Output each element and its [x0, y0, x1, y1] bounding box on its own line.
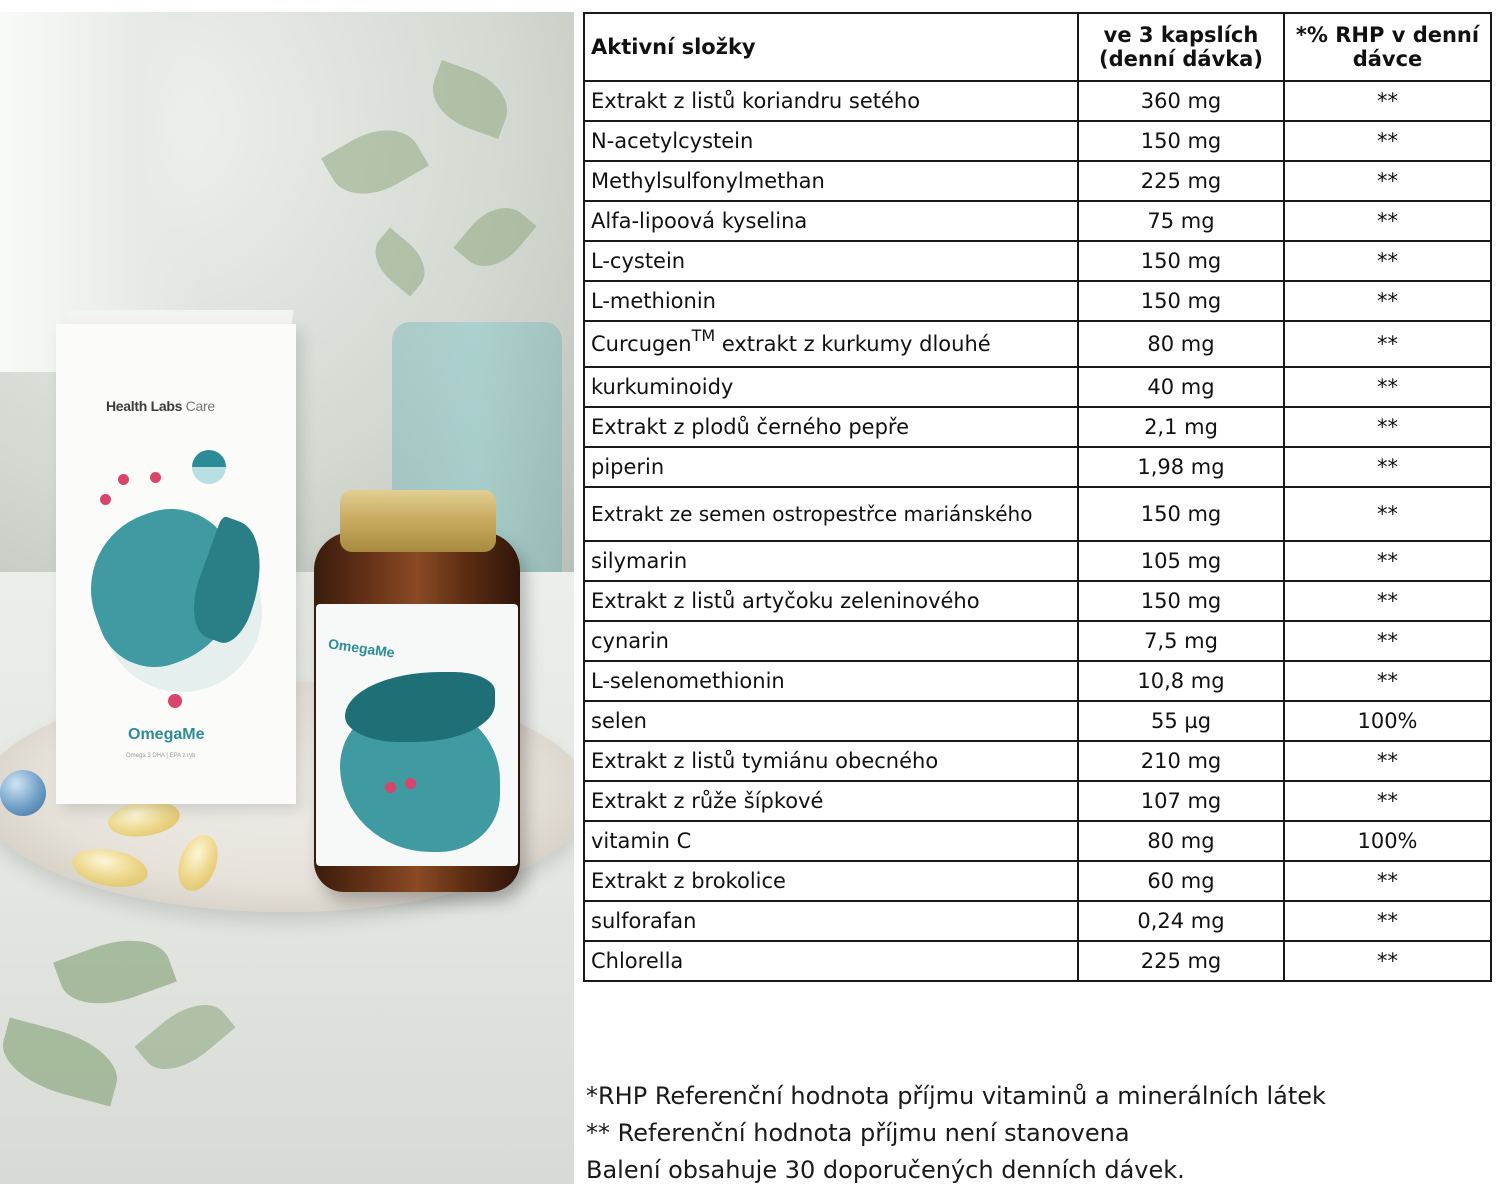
ingredient-dose: 150 mg [1078, 241, 1284, 281]
ingredient-dose: 2,1 mg [1078, 407, 1284, 447]
ingredient-name: Extrakt ze semen ostropestřce mariánského [584, 487, 1078, 541]
ingredient-dose: 1,98 mg [1078, 447, 1284, 487]
ingredient-rhp: ** [1284, 81, 1491, 121]
table-row [584, 407, 1491, 447]
ingredient-rhp: 100% [1284, 821, 1491, 861]
ingredient-name: sulforafan [584, 901, 1078, 941]
ingredient-rhp: ** [1284, 941, 1491, 981]
box-product-subtitle: Omega 3 DHA | EPA z ryb [126, 753, 196, 759]
table-row [584, 201, 1491, 241]
product-photo [0, 12, 574, 1184]
ingredient-name: N-acetylcystein [584, 121, 1078, 161]
ingredient-dose: 225 mg [1078, 161, 1284, 201]
table-row [584, 941, 1491, 981]
ingredient-rhp: ** [1284, 861, 1491, 901]
ingredient-rhp: ** [1284, 487, 1491, 541]
table-row [584, 541, 1491, 581]
table-header-row [584, 13, 1491, 81]
ingredient-rhp: ** [1284, 541, 1491, 581]
table-row [584, 447, 1491, 487]
footnote-package-contents: Balení obsahuje 30 doporučených denních dávek. [586, 1156, 1185, 1184]
ingredient-name: Extrakt z plodů černého pepře [584, 407, 1078, 447]
ingredient-dose: 105 mg [1078, 541, 1284, 581]
nutrition-facts-table [583, 12, 1492, 982]
ingredient-rhp: ** [1284, 901, 1491, 941]
box-product-name: OmegaMe [128, 726, 205, 743]
ingredient-rhp: ** [1284, 661, 1491, 701]
table-row [584, 487, 1491, 541]
ingredient-dose: 150 mg [1078, 581, 1284, 621]
ingredient-dose: 55 µg [1078, 701, 1284, 741]
jar-art-berry [405, 778, 416, 789]
box-art-dot [192, 450, 226, 484]
ingredient-name-brand: Curcugen [591, 332, 692, 356]
ingredient-name: Alfa-lipoová kyselina [584, 201, 1078, 241]
ingredient-rhp: 100% [1284, 701, 1491, 741]
header-rhp-percent: *% RHP v denní dávce [1284, 13, 1491, 81]
ingredient-rhp: ** [1284, 367, 1491, 407]
table-row [584, 161, 1491, 201]
jar-art-berry [385, 782, 396, 793]
ingredient-name: selen [584, 701, 1078, 741]
footnote-rhp-not-established: ** Referenční hodnota příjmu není stanovena [586, 1119, 1130, 1147]
header-active-ingredients: Aktivní složky [584, 13, 1078, 81]
table-row [584, 81, 1491, 121]
ingredient-name: vitamin C [584, 821, 1078, 861]
footnotes [586, 1078, 1486, 1189]
ingredient-rhp: ** [1284, 581, 1491, 621]
jar-lid [340, 490, 496, 552]
ingredient-name: L-methionin [584, 281, 1078, 321]
box-art-berry [118, 474, 129, 485]
box-art-berry [150, 472, 161, 483]
box-art-berry [100, 494, 111, 505]
header-daily-dose: ve 3 kapslích (denní dávka) [1078, 13, 1284, 81]
ingredient-rhp: ** [1284, 241, 1491, 281]
ingredient-rhp: ** [1284, 407, 1491, 447]
ingredient-dose: 80 mg [1078, 321, 1284, 367]
ingredient-rhp: ** [1284, 121, 1491, 161]
box-art-berry [168, 694, 182, 708]
table-row [584, 701, 1491, 741]
table-row [584, 367, 1491, 407]
ingredient-dose: 225 mg [1078, 941, 1284, 981]
ingredient-name: kurkuminoidy [584, 367, 1078, 407]
ingredient-rhp: ** [1284, 741, 1491, 781]
ingredient-dose: 150 mg [1078, 121, 1284, 161]
ingredient-rhp: ** [1284, 781, 1491, 821]
ingredient-name [584, 321, 1078, 367]
ingredient-name: Extrakt z listů artyčoku zeleninového [584, 581, 1078, 621]
table-row [584, 621, 1491, 661]
table-row [584, 781, 1491, 821]
ingredient-dose: 0,24 mg [1078, 901, 1284, 941]
table-row [584, 661, 1491, 701]
ingredient-dose: 150 mg [1078, 281, 1284, 321]
table-row [584, 901, 1491, 941]
ingredient-name: Extrakt z listů tymiánu obecného [584, 741, 1078, 781]
table-row [584, 821, 1491, 861]
ingredient-dose: 80 mg [1078, 821, 1284, 861]
ingredient-rhp: ** [1284, 201, 1491, 241]
ingredient-name: cynarin [584, 621, 1078, 661]
ingredient-dose: 107 mg [1078, 781, 1284, 821]
ingredient-dose: 40 mg [1078, 367, 1284, 407]
ingredient-name: Extrakt z růže šípkové [584, 781, 1078, 821]
ingredient-rhp: ** [1284, 447, 1491, 487]
box-brand-logo: Health Labs Care [106, 398, 215, 414]
ingredient-rhp: ** [1284, 621, 1491, 661]
table-row [584, 121, 1491, 161]
ingredient-name: Chlorella [584, 941, 1078, 981]
trademark-mark: TM [691, 326, 716, 345]
ingredient-rhp: ** [1284, 281, 1491, 321]
ingredient-name: Extrakt z brokolice [584, 861, 1078, 901]
ingredient-dose: 75 mg [1078, 201, 1284, 241]
footnote-rhp-definition: *RHP Referenční hodnota příjmu vitaminů a minerálních látek [586, 1082, 1326, 1110]
table-row [584, 281, 1491, 321]
ingredient-dose: 150 mg [1078, 487, 1284, 541]
table-row [584, 861, 1491, 901]
ingredient-dose: 210 mg [1078, 741, 1284, 781]
ingredient-name: piperin [584, 447, 1078, 487]
ingredient-name: Extrakt z listů koriandru setého [584, 81, 1078, 121]
ingredient-name: Methylsulfonylmethan [584, 161, 1078, 201]
ingredient-rhp: ** [1284, 321, 1491, 367]
table-row [584, 581, 1491, 621]
ingredient-dose: 360 mg [1078, 81, 1284, 121]
jar-product-name: OmegaMe [327, 635, 396, 661]
ingredient-dose: 60 mg [1078, 861, 1284, 901]
ingredient-name: L-cystein [584, 241, 1078, 281]
blue-glass-ball [0, 770, 46, 816]
ingredient-name-rest: extrakt z kurkumy dlouhé [715, 332, 991, 356]
ingredient-name: silymarin [584, 541, 1078, 581]
table-row [584, 321, 1491, 367]
table-row [584, 241, 1491, 281]
ingredient-rhp: ** [1284, 161, 1491, 201]
ingredient-dose: 7,5 mg [1078, 621, 1284, 661]
ingredient-dose: 10,8 mg [1078, 661, 1284, 701]
table-row [584, 741, 1491, 781]
ingredient-name: L-selenomethionin [584, 661, 1078, 701]
